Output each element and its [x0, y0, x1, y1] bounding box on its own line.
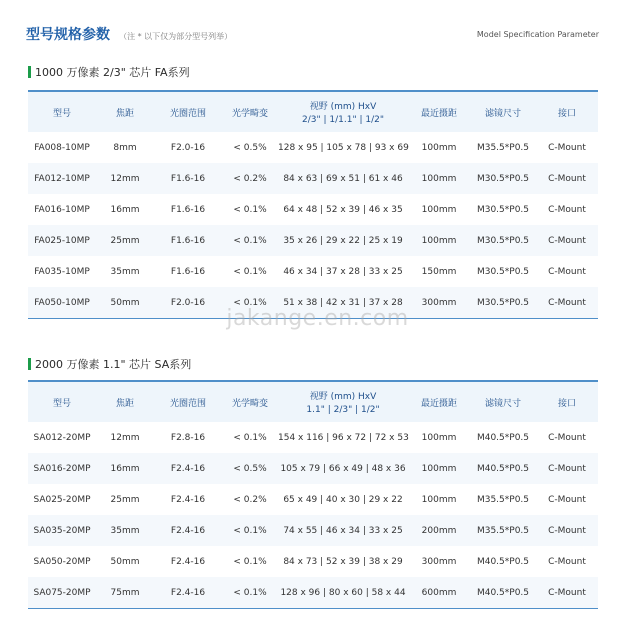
cell-focal-length: 8mm [113, 142, 137, 153]
col-min-distance: 最近摄距 [408, 381, 470, 422]
fa-series-section [28, 64, 598, 319]
col-fov-sizes: 2/3" | 1/1.1" | 1/2" [302, 115, 384, 125]
cell-model: FA012-10MP [28, 163, 96, 194]
cell-model: FA050-10MP [28, 287, 96, 319]
cell-aperture: F1.6-16 [154, 163, 222, 194]
cell-filter-size: M30.5*P0.5 [470, 163, 536, 194]
cell-field-of-view: 65 x 49 | 40 x 30 | 29 x 22 [283, 494, 403, 505]
col-fov: 视野 (mm) HxV 1.1" | 2/3" | 1/2" [278, 381, 408, 422]
cell-filter-size: M30.5*P0.5 [476, 266, 530, 277]
cell-distortion: < 0.2% [233, 494, 267, 505]
cell-min-distance: 200mm [408, 515, 470, 546]
cell-focal-length: 35mm [96, 515, 154, 546]
cell-mount: C-Mount [536, 163, 598, 194]
cell-distortion: < 0.5% [233, 142, 267, 153]
cell-field-of-view: 64 x 48 | 52 x 39 | 46 x 35 [283, 204, 403, 215]
cell-focal-length: 50mm [96, 287, 154, 319]
col-aperture: 光圈范围 [154, 91, 222, 132]
col-min-distance: 最近摄距 [408, 91, 470, 132]
cell-aperture: F1.6-16 [154, 225, 222, 256]
cell-min-distance: 600mm [408, 577, 470, 609]
sa-series-section [28, 356, 598, 609]
table-row [28, 256, 598, 287]
col-distortion: 光学畸变 [222, 381, 278, 422]
table-row [28, 515, 598, 546]
cell-focal-length: 25mm [96, 225, 154, 256]
cell-mount: C-Mount [536, 577, 598, 609]
english-title: Model Specification Parameter [476, 30, 599, 39]
table-row [28, 453, 598, 484]
col-mount: 接口 [536, 91, 598, 132]
cell-mount: C-Mount [548, 432, 586, 443]
fa-section-title: 1000 万像素 2/3" 芯片 FA系列 [28, 64, 598, 80]
cell-mount: C-Mount [548, 142, 586, 153]
cell-model: FA008-10MP [34, 142, 90, 153]
cell-filter-size: M30.5*P0.5 [470, 225, 536, 256]
cell-distortion: < 0.1% [233, 432, 267, 443]
cell-field-of-view: 84 x 73 | 52 x 39 | 38 x 29 [283, 556, 403, 567]
cell-focal-length: 16mm [96, 453, 154, 484]
table-row [28, 422, 598, 453]
cell-min-distance: 100mm [421, 204, 457, 215]
cell-distortion: < 0.2% [222, 163, 278, 194]
page-note: （注 * 以下仅为部分型号列举） [119, 32, 233, 41]
cell-filter-size: M40.5*P0.5 [470, 453, 536, 484]
cell-field-of-view: 46 x 34 | 37 x 28 | 33 x 25 [283, 266, 403, 277]
watermark: jakange.en.com [226, 306, 409, 331]
cell-distortion: < 0.1% [233, 266, 267, 277]
cell-filter-size: M35.5*P0.5 [470, 515, 536, 546]
sa-section-title: 2000 万像素 1.1" 芯片 SA系列 [28, 356, 598, 372]
cell-min-distance: 300mm [421, 556, 457, 567]
cell-filter-size: M35.5*P0.5 [476, 142, 530, 153]
cell-aperture: F2.4-16 [170, 494, 206, 505]
cell-distortion: < 0.5% [222, 453, 278, 484]
cell-focal-length: 12mm [96, 163, 154, 194]
cell-model: SA016-20MP [28, 453, 96, 484]
cell-filter-size: M40.5*P0.5 [476, 432, 530, 443]
cell-distortion: < 0.1% [222, 225, 278, 256]
cell-min-distance: 300mm [408, 287, 470, 319]
cell-min-distance: 100mm [421, 494, 457, 505]
sa-spec-table [28, 380, 598, 609]
col-distortion: 光学畸变 [222, 91, 278, 132]
cell-focal-length: 16mm [110, 204, 140, 215]
table-header-row [28, 381, 598, 422]
cell-field-of-view: 74 x 55 | 46 x 34 | 33 x 25 [278, 515, 408, 546]
cell-model: SA050-20MP [33, 556, 91, 567]
cell-model: SA075-20MP [28, 577, 96, 609]
cell-aperture: F1.6-16 [170, 204, 206, 215]
cell-min-distance: 150mm [421, 266, 457, 277]
cell-filter-size: M35.5*P0.5 [476, 494, 530, 505]
cell-mount: C-Mount [548, 556, 586, 567]
col-filter: 滤镜尺寸 [470, 381, 536, 422]
col-filter: 滤镜尺寸 [470, 91, 536, 132]
cell-aperture: F2.0-16 [154, 287, 222, 319]
section-marker-icon [28, 358, 31, 370]
col-mount: 接口 [536, 381, 598, 422]
cell-field-of-view: 128 x 95 | 105 x 78 | 93 x 69 [278, 142, 409, 153]
cell-mount: C-Mount [548, 494, 586, 505]
cell-field-of-view: 35 x 26 | 29 x 22 | 25 x 19 [278, 225, 408, 256]
cell-aperture: F2.4-16 [154, 453, 222, 484]
table-header-row [28, 91, 598, 132]
cell-distortion: < 0.1% [222, 577, 278, 609]
cell-aperture: F2.4-16 [170, 556, 206, 567]
cell-mount: C-Mount [548, 204, 586, 215]
cell-min-distance: 100mm [421, 432, 457, 443]
cell-model: FA016-10MP [34, 204, 90, 215]
cell-aperture: F2.0-16 [170, 142, 206, 153]
col-fov: 视野 (mm) HxV 2/3" | 1/1.1" | 1/2" [278, 91, 408, 132]
cell-mount: C-Mount [536, 453, 598, 484]
cell-filter-size: M30.5*P0.5 [476, 204, 530, 215]
cell-model: FA035-10MP [34, 266, 90, 277]
col-fov-sizes: 1.1" | 2/3" | 1/2" [306, 405, 380, 415]
cell-filter-size: M40.5*P0.5 [476, 556, 530, 567]
cell-field-of-view: 105 x 79 | 66 x 49 | 48 x 36 [278, 453, 408, 484]
cell-field-of-view: 154 x 116 | 96 x 72 | 72 x 53 [278, 432, 409, 443]
cell-field-of-view: 84 x 63 | 69 x 51 | 61 x 46 [278, 163, 408, 194]
col-model: 型号 [28, 91, 96, 132]
cell-model: SA025-20MP [33, 494, 91, 505]
col-model: 型号 [28, 381, 96, 422]
col-focal: 焦距 [96, 381, 154, 422]
cell-aperture: F2.4-16 [154, 577, 222, 609]
cell-min-distance: 100mm [408, 163, 470, 194]
col-focal: 焦距 [96, 91, 154, 132]
cell-model: SA035-20MP [28, 515, 96, 546]
cell-distortion: < 0.1% [222, 287, 278, 319]
cell-filter-size: M30.5*P0.5 [470, 287, 536, 319]
cell-mount: C-Mount [536, 515, 598, 546]
cell-field-of-view: 128 x 96 | 80 x 60 | 58 x 44 [278, 577, 408, 609]
cell-mount: C-Mount [536, 287, 598, 319]
table-row [28, 546, 598, 577]
section-marker-icon [28, 66, 31, 78]
cell-aperture: F2.8-16 [170, 432, 206, 443]
cell-field-of-view: 51 x 38 | 42 x 31 | 37 x 28 [278, 287, 408, 319]
cell-mount: C-Mount [536, 225, 598, 256]
cell-aperture: F1.6-16 [170, 266, 206, 277]
cell-min-distance: 100mm [408, 453, 470, 484]
cell-distortion: < 0.1% [222, 515, 278, 546]
page-title: 型号规格参数 [26, 27, 110, 43]
fa-spec-table [28, 90, 598, 319]
table-row [28, 484, 598, 515]
page-header [26, 24, 599, 46]
cell-focal-length: 35mm [110, 266, 140, 277]
table-row [28, 577, 598, 609]
table-row [28, 194, 598, 225]
cell-model: SA012-20MP [33, 432, 91, 443]
cell-distortion: < 0.1% [233, 204, 267, 215]
table-row [28, 132, 598, 163]
cell-min-distance: 100mm [408, 225, 470, 256]
table-row [28, 225, 598, 256]
cell-aperture: F2.4-16 [154, 515, 222, 546]
cell-mount: C-Mount [548, 266, 586, 277]
cell-filter-size: M40.5*P0.5 [470, 577, 536, 609]
cell-focal-length: 25mm [110, 494, 140, 505]
cell-min-distance: 100mm [421, 142, 457, 153]
cell-focal-length: 50mm [110, 556, 140, 567]
cell-focal-length: 75mm [96, 577, 154, 609]
cell-model: FA025-10MP [28, 225, 96, 256]
cell-focal-length: 12mm [110, 432, 140, 443]
cell-distortion: < 0.1% [233, 556, 267, 567]
table-row [28, 163, 598, 194]
col-aperture: 光圈范围 [154, 381, 222, 422]
